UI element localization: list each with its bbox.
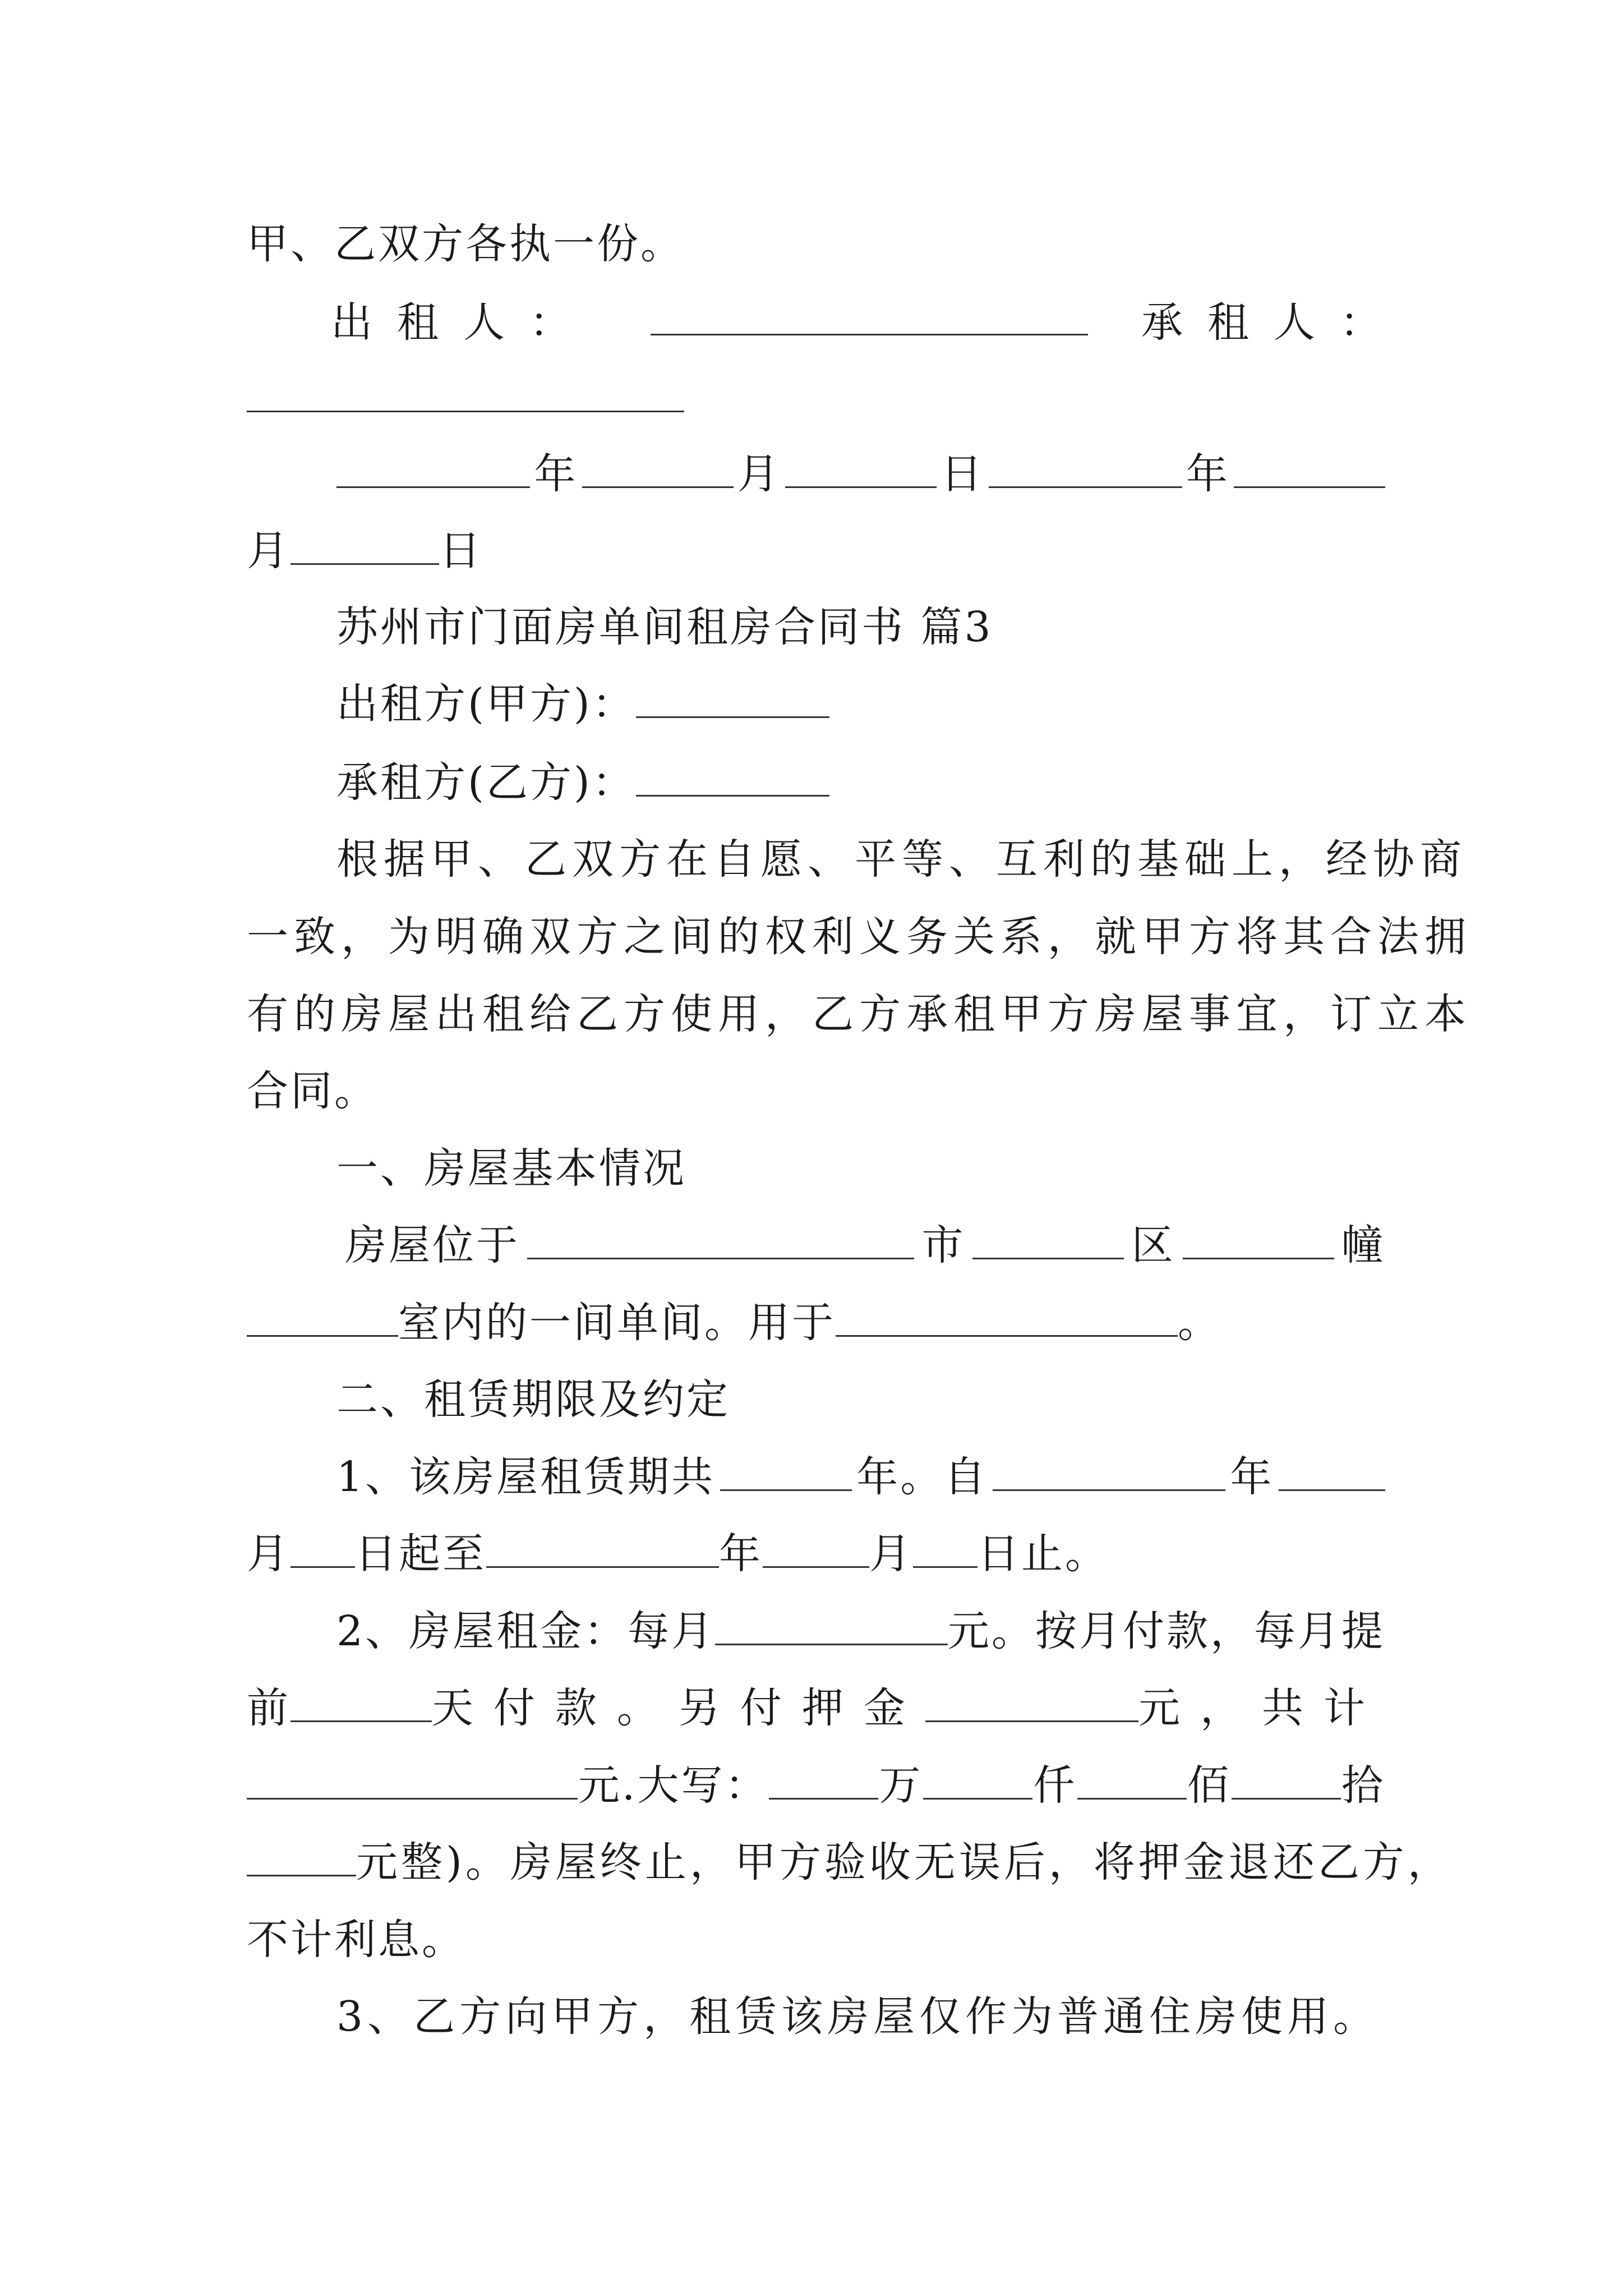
text: 日止。 xyxy=(978,1530,1109,1578)
blank xyxy=(720,1450,852,1491)
blank xyxy=(785,447,937,488)
day-label: 日 xyxy=(439,527,483,575)
blank xyxy=(291,1681,432,1722)
text: 元.大写： xyxy=(578,1761,769,1810)
text: 仟 xyxy=(1033,1761,1077,1810)
blank xyxy=(291,1527,355,1568)
section-2-title: 二、租赁期限及约定 xyxy=(336,1375,730,1424)
intro-line-3: 有的房屋出租给乙方使用，乙方承租甲方房屋事宜，订立本 xyxy=(247,990,1472,1038)
lessor-blank xyxy=(651,295,1088,335)
text: 月 xyxy=(247,1530,291,1578)
lessee-blank-row xyxy=(247,370,684,426)
blank xyxy=(247,1759,578,1800)
text: 日起至 xyxy=(355,1530,486,1578)
text: 室内的一间单间。用于 xyxy=(398,1299,836,1347)
blank xyxy=(925,1681,1138,1722)
date-row-2 xyxy=(247,523,483,579)
lessee-blank xyxy=(247,371,684,412)
blank xyxy=(1077,1759,1187,1800)
text: 。 xyxy=(1178,1299,1221,1347)
text-line-copies: 甲、乙双方各执一份。 xyxy=(247,220,684,268)
section-1-title: 一、房屋基本情况 xyxy=(336,1144,686,1193)
section-1-line-2 xyxy=(247,1295,1221,1351)
blank xyxy=(913,1527,978,1568)
blank xyxy=(715,1604,948,1645)
blank xyxy=(1279,1450,1385,1491)
text: 佰 xyxy=(1187,1761,1232,1810)
text: 万 xyxy=(879,1761,923,1810)
blank xyxy=(769,1759,878,1800)
item-2-line-1 xyxy=(336,1603,1385,1659)
party-b-blank xyxy=(636,756,829,797)
intro-line-1: 根据甲、乙双方在自愿、平等、互利的基础上，经协商 xyxy=(336,835,1467,884)
intro-line-4: 合同。 xyxy=(247,1067,378,1115)
year-label: 年 xyxy=(1186,450,1230,498)
month-label: 月 xyxy=(247,527,291,575)
blank xyxy=(582,447,734,488)
blank xyxy=(989,447,1182,488)
blank xyxy=(836,1296,1178,1337)
blank xyxy=(1183,1218,1334,1259)
item-2-line-3 xyxy=(247,1757,1385,1814)
intro-line-2: 一致，为明确双方之间的权利义务关系，就甲方将其合法拥 xyxy=(247,913,1472,961)
text: 年 xyxy=(1230,1453,1274,1501)
text: 天付款。另付押金 xyxy=(431,1684,925,1732)
blank xyxy=(486,1527,719,1568)
blank xyxy=(993,1450,1225,1491)
text: 1、该房屋租赁期共 xyxy=(336,1453,716,1501)
text: 月 xyxy=(869,1530,913,1578)
text: 区 xyxy=(1131,1221,1175,1269)
party-a-blank xyxy=(636,677,829,718)
lessee-label: 承租人： xyxy=(1141,298,1406,347)
item-2-line-4 xyxy=(247,1834,1453,1890)
text: 2、房屋租金：每月 xyxy=(336,1607,716,1655)
blank xyxy=(336,447,530,488)
section-1-line-1 xyxy=(345,1217,1385,1273)
blank xyxy=(1232,1759,1341,1800)
party-b-label: 承租方(乙方)： xyxy=(336,758,636,807)
lessor-label: 出租人： xyxy=(331,298,596,347)
text: 元整)。房屋终止，甲方验收无误后，将押金退还乙方， xyxy=(356,1838,1453,1887)
blank xyxy=(923,1759,1032,1800)
text: 市 xyxy=(921,1221,966,1269)
party-a-row xyxy=(336,676,829,732)
blank xyxy=(247,1296,398,1337)
date-row xyxy=(336,446,1385,502)
party-b-row xyxy=(336,754,829,811)
blank xyxy=(1234,447,1385,488)
item-2-line-5: 不计利息。 xyxy=(247,1916,465,1964)
blank xyxy=(972,1218,1124,1259)
text: 幢 xyxy=(1341,1221,1385,1269)
blank xyxy=(763,1527,869,1568)
text: 元，共计 xyxy=(1138,1684,1385,1732)
text: 房屋位于 xyxy=(345,1221,520,1269)
text: 元。按月付款，每月提 xyxy=(948,1607,1385,1655)
item-2-line-2 xyxy=(247,1680,1385,1736)
item-1-line-1 xyxy=(336,1449,1385,1505)
month-label: 月 xyxy=(737,450,781,498)
party-a-label: 出租方(甲方)： xyxy=(336,680,636,728)
text: 前 xyxy=(247,1684,291,1732)
blank xyxy=(527,1218,914,1259)
item-1-line-2 xyxy=(247,1526,1109,1582)
blank xyxy=(247,1835,356,1876)
section-title: 苏州市门面房单间租房合同书 篇3 xyxy=(336,603,993,651)
text: 年。自 xyxy=(856,1453,988,1501)
blank xyxy=(291,524,439,565)
day-label: 日 xyxy=(940,450,985,498)
text: 年 xyxy=(719,1530,763,1578)
text: 拾 xyxy=(1341,1761,1385,1810)
item-3: 3、乙方向甲方，租赁该房屋仅作为普通住房使用。 xyxy=(336,1993,1380,2041)
year-label: 年 xyxy=(534,450,578,498)
